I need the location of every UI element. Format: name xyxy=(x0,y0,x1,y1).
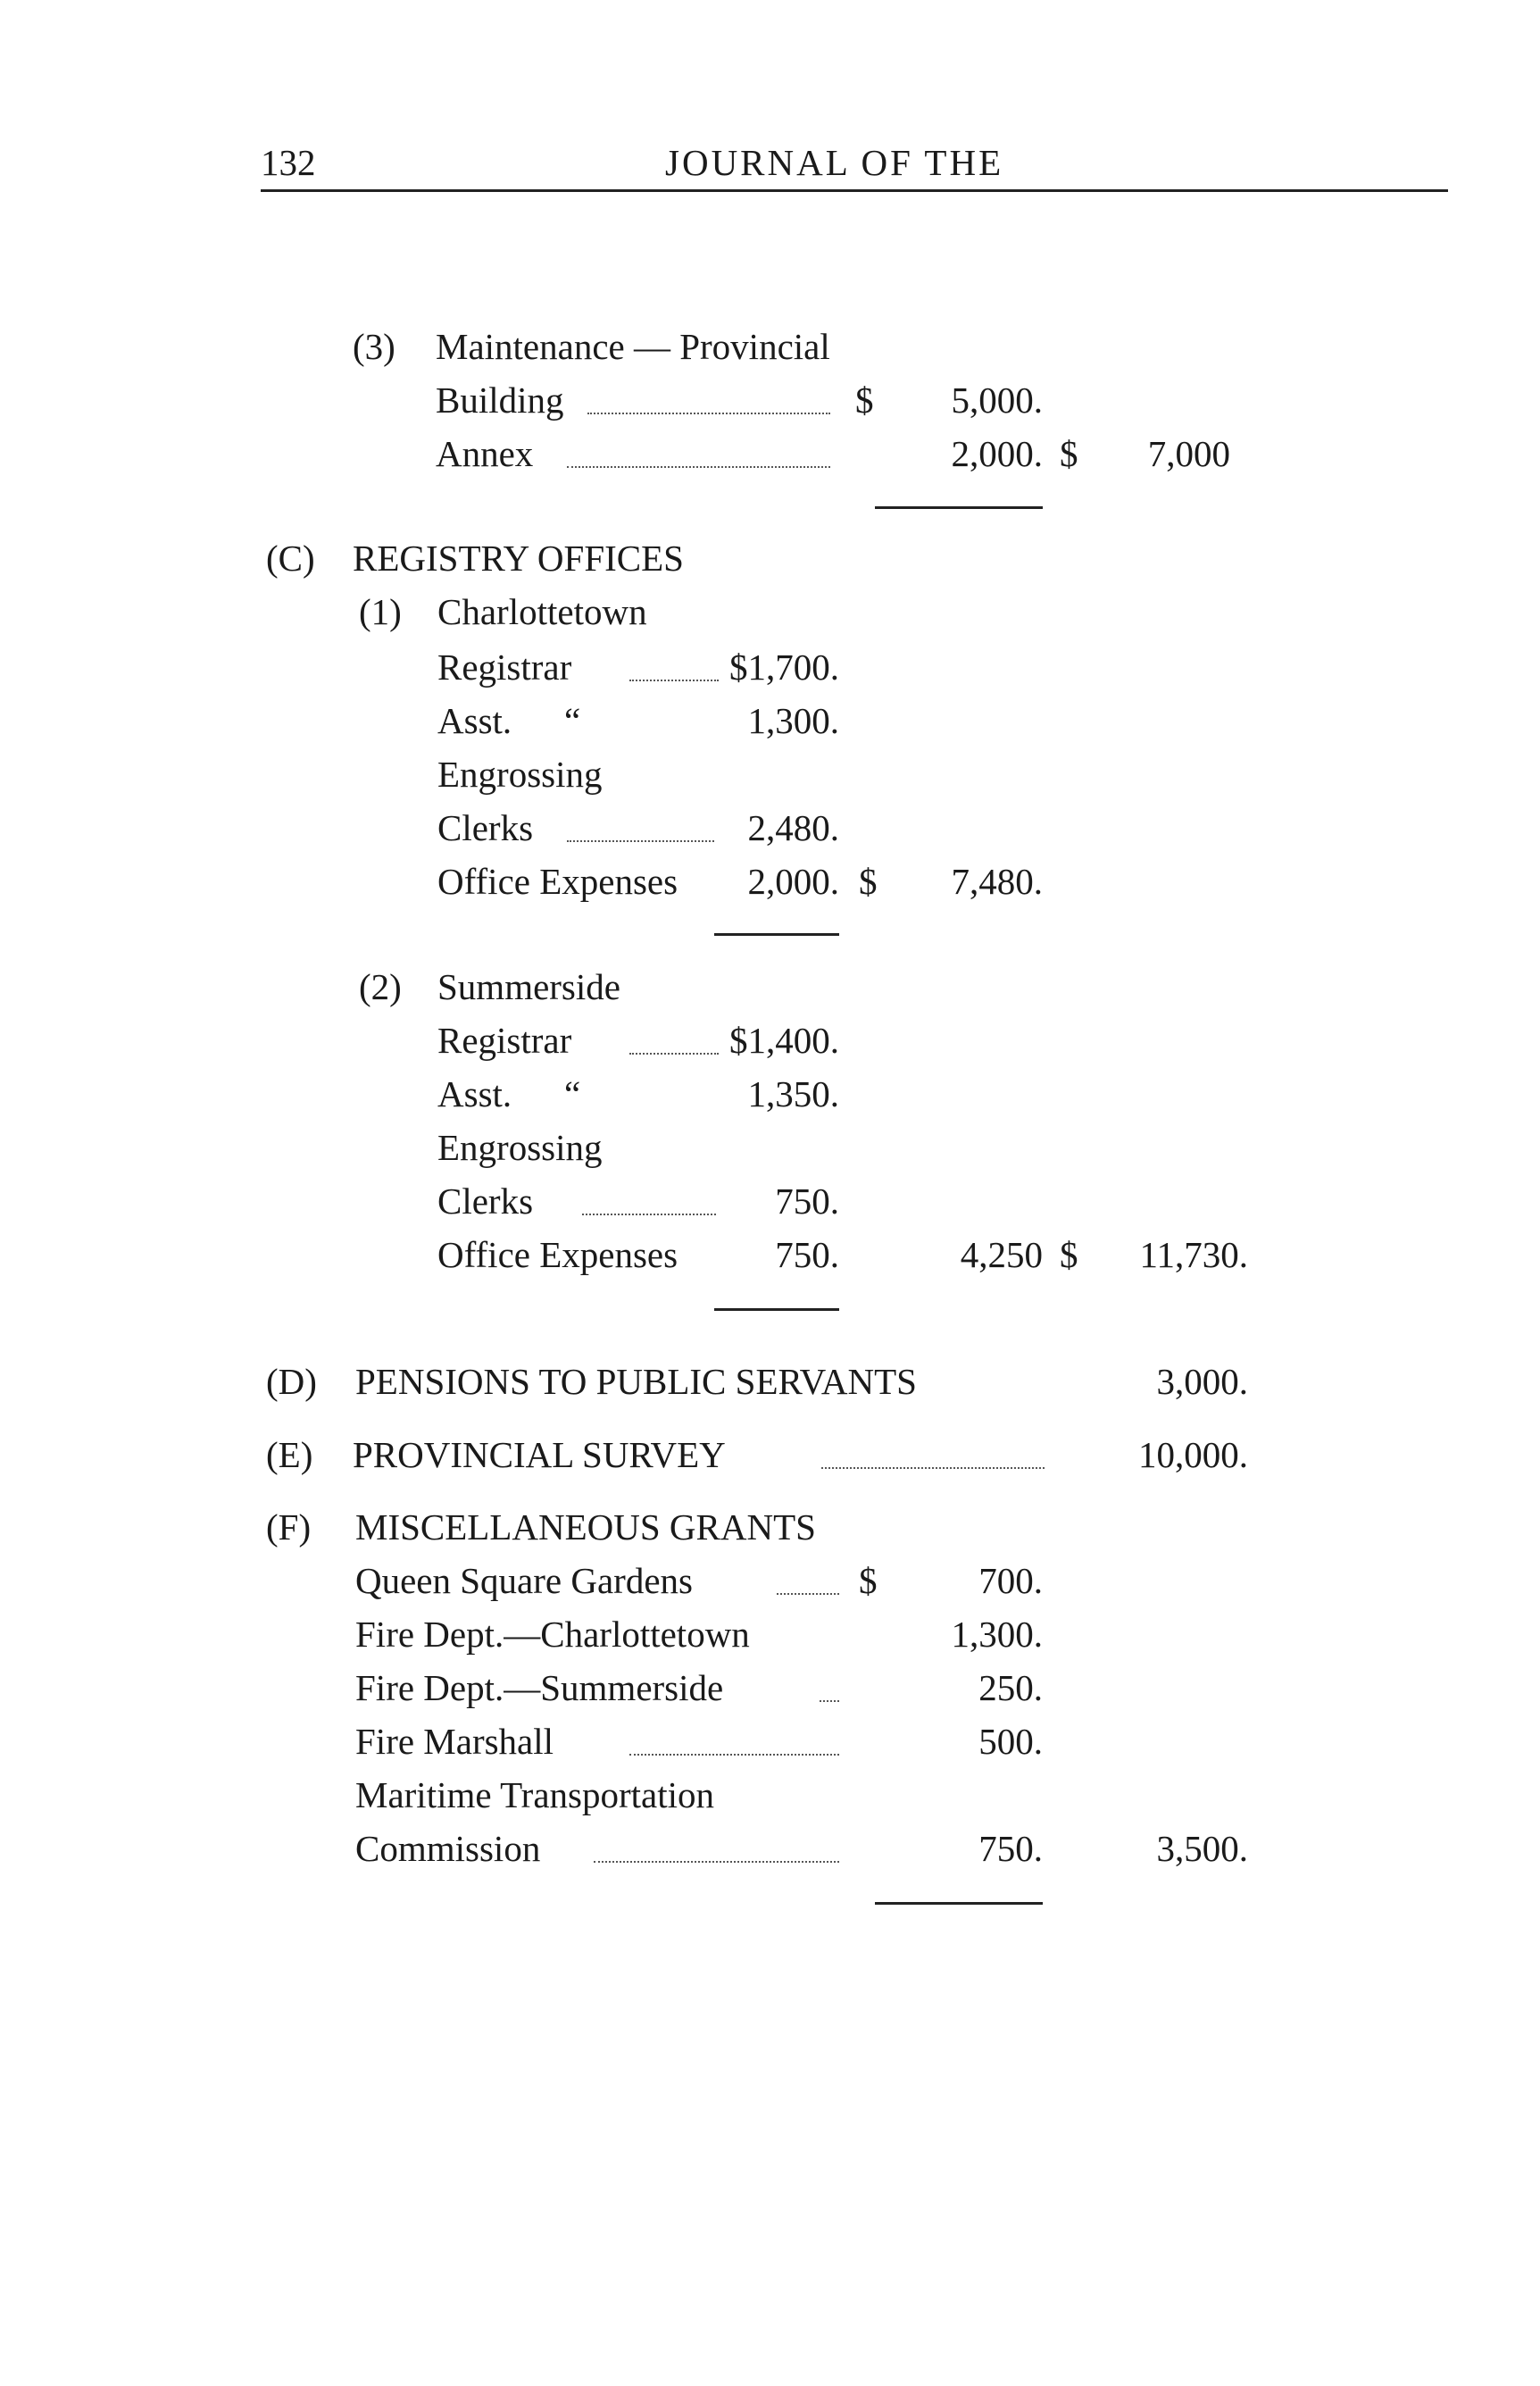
sub2-registrar-label: Registrar xyxy=(437,1020,572,1061)
secF-title: MISCELLANEOUS GRANTS xyxy=(355,1506,816,1548)
sub2-number: (2) xyxy=(359,966,402,1007)
sub2-clerks-label: Clerks xyxy=(437,1180,534,1222)
secE-amount: 10,000. xyxy=(1138,1434,1248,1475)
sub1-dollar: $ xyxy=(859,861,878,902)
sub1-clerks-amount: 2,480. xyxy=(747,807,839,848)
grant-label: Commission xyxy=(355,1828,541,1869)
annex-dollar: $ xyxy=(1060,433,1078,474)
header-rule xyxy=(261,189,1448,192)
grant-label: Queen Square Gardens xyxy=(355,1560,693,1601)
building-dollar: $ xyxy=(855,380,874,421)
sub2-engrossing-label: Engrossing xyxy=(437,1127,603,1168)
sub1-clerks-label: Clerks xyxy=(437,807,534,848)
grant-amount: 1,300. xyxy=(951,1614,1043,1655)
building-amount: 5,000. xyxy=(951,380,1043,421)
grant-leader xyxy=(777,1593,839,1595)
grant-amount: 500. xyxy=(978,1721,1043,1762)
sub1-office-label: Office Expenses xyxy=(437,861,678,902)
building-leader xyxy=(587,413,830,414)
grant-amount: 700. xyxy=(978,1560,1043,1601)
secE-title: PROVINCIAL SURVEY xyxy=(353,1434,726,1475)
sub2-asst-ditto: “ xyxy=(564,1073,581,1114)
sub2-dollar: $ xyxy=(1060,1234,1078,1275)
sub2-rule xyxy=(714,1308,839,1311)
sec3-total: 7,000 xyxy=(1147,433,1230,474)
sec3-title: Maintenance — Provincial xyxy=(436,326,830,367)
sub1-asst-label: Asst. xyxy=(437,700,512,741)
sub1-clerks-leader xyxy=(567,840,714,842)
sub2-office-amount: 750. xyxy=(775,1234,839,1275)
sub2-clerks-amount: 750. xyxy=(775,1180,839,1222)
annex-leader xyxy=(567,466,830,468)
sub1-name: Charlottetown xyxy=(437,591,647,632)
secC-total: 11,730. xyxy=(1139,1234,1248,1275)
sub2-asst-label: Asst. xyxy=(437,1073,512,1114)
sub1-office-amount: 2,000. xyxy=(747,861,839,902)
secD-title: PENSIONS TO PUBLIC SERVANTS xyxy=(355,1361,917,1402)
sub2-subtotal: 4,250 xyxy=(960,1234,1043,1275)
secD-amount: 3,000. xyxy=(1156,1361,1248,1402)
grant-leader xyxy=(594,1861,839,1863)
grant-label: Fire Dept.—Charlottetown xyxy=(355,1614,750,1655)
sub2-name: Summerside xyxy=(437,966,620,1007)
secE-leader xyxy=(821,1467,1045,1469)
annex-amount: 2,000. xyxy=(951,433,1043,474)
page-number: 132 xyxy=(261,142,316,183)
annex-label: Annex xyxy=(436,433,534,474)
sec3-number: (3) xyxy=(353,326,395,367)
secE-letter: (E) xyxy=(266,1434,313,1475)
sub2-registrar-amount: $1,400. xyxy=(729,1020,839,1061)
building-label: Building xyxy=(436,380,564,421)
grant-leader xyxy=(629,1754,839,1756)
sub1-asst-ditto: “ xyxy=(564,700,581,741)
sub1-rule xyxy=(714,933,839,936)
secD-letter: (D) xyxy=(266,1361,317,1402)
sub1-subtotal: 7,480. xyxy=(951,861,1043,902)
grant-label: Maritime Transportation xyxy=(355,1774,715,1815)
sec3-rule xyxy=(875,506,1043,509)
sub2-asst-amount: 1,350. xyxy=(747,1073,839,1114)
sub2-office-label: Office Expenses xyxy=(437,1234,678,1275)
sub1-registrar-amount: $1,700. xyxy=(729,647,839,688)
grant-label: Fire Dept.—Summerside xyxy=(355,1667,724,1708)
grant-label: Fire Marshall xyxy=(355,1721,554,1762)
grant-leader xyxy=(820,1700,839,1702)
secC-title: REGISTRY OFFICES xyxy=(353,538,684,579)
secF-total: 3,500. xyxy=(1156,1828,1248,1869)
sub1-registrar-label: Registrar xyxy=(437,647,572,688)
sub1-number: (1) xyxy=(359,591,402,632)
sub1-engrossing-label: Engrossing xyxy=(437,754,603,795)
secF-rule xyxy=(875,1902,1043,1905)
grant-dollar: $ xyxy=(859,1560,878,1601)
running-title: JOURNAL OF THE xyxy=(665,142,1004,183)
grant-amount: 250. xyxy=(978,1667,1043,1708)
secF-letter: (F) xyxy=(266,1506,312,1548)
sub1-asst-amount: 1,300. xyxy=(747,700,839,741)
sub2-clerks-leader xyxy=(582,1214,716,1215)
grant-amount: 750. xyxy=(978,1828,1043,1869)
secC-letter: (C) xyxy=(266,538,315,579)
